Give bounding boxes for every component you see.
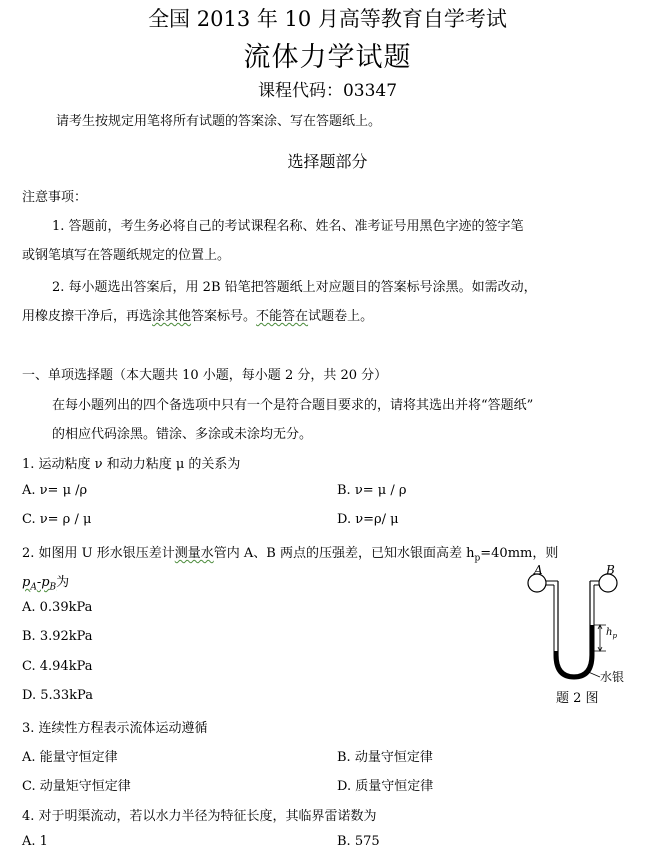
- q2-stem-c: 管内 A、B 两点的压强差，已知水银面高差 h: [213, 546, 475, 561]
- q2-stem-2: [22, 571, 69, 593]
- note-2-text-d: 不能答在: [256, 309, 309, 324]
- q2-p-b: -p: [36, 575, 50, 590]
- course-code: 课程代码：03347: [257, 81, 398, 101]
- note-2-text-a: 用橡皮擦干净后，再选: [22, 309, 153, 324]
- q3-option-a: A. 能量守恒定律: [22, 750, 118, 765]
- q1-option-a: A. ν= μ /ρ: [22, 483, 88, 498]
- note-2-text-c: 答案标号。: [191, 309, 257, 324]
- part1-heading: 一、单项选择题（本大题共 10 小题，每小题 2 分，共 20 分）: [22, 368, 388, 383]
- part1-desc-line-1: 在每小题列出的四个备选项中只有一个是符合题目要求的，请将其选出并将“答题纸”: [52, 398, 534, 413]
- q3-option-d: D. 质量守恒定律: [337, 779, 434, 794]
- q1-option-c: C. ν= ρ / μ: [22, 512, 92, 527]
- q2-stem-a: 2. 如图用 U 形水银压差计: [22, 546, 175, 561]
- notes-heading: 注意事项：: [22, 190, 88, 205]
- part1-desc-line-2: 的相应代码涂黑。错涂、多涂或未涂均无分。: [52, 427, 313, 442]
- figure-hp-h: h: [606, 627, 613, 638]
- q3-stem: 3. 连续性方程表示流体运动遵循: [22, 721, 208, 736]
- note-2-text-b: 涂其他: [152, 309, 192, 324]
- note-1-line-2: 或钢笔填写在答题纸规定的位置上。: [22, 248, 231, 263]
- q2-stem-b: 测量水: [174, 546, 214, 561]
- q1-option-d: D. ν=ρ/ μ: [337, 512, 399, 527]
- q4-option-a: A. 1: [22, 834, 48, 849]
- exam-title: 全国 2013 年 10 月高等教育自学考试: [148, 7, 507, 31]
- q2-pa: [22, 575, 57, 593]
- q4-stem: 4. 对于明渠流动，若以水力半径为特征长度，其临界雷诺数为: [22, 809, 377, 824]
- tube-a-top: [546, 581, 558, 585]
- q3-option-c: C. 动量矩守恒定律: [22, 779, 131, 794]
- q2-option-a: A. 0.39kPa: [22, 600, 93, 615]
- u-tube-inner: [554, 585, 594, 679]
- q2-option-d: D. 5.33kPa: [22, 688, 93, 703]
- note-2-line-1: 2. 每小题选出答案后，用 2B 铅笔把答题纸上对应题目的答案标号涂黑。如需改动，: [52, 280, 537, 295]
- tube-b-top: [590, 581, 599, 585]
- note-2-line-2: [22, 305, 373, 324]
- q2-stem-sub: p: [474, 553, 481, 564]
- note-2-text-e: 试题卷上。: [308, 309, 374, 324]
- figure-label-hp: [606, 627, 617, 640]
- q4-option-b: B. 575: [337, 834, 380, 849]
- q1-option-b: B. ν= μ / ρ: [337, 483, 407, 498]
- q2-sub-b: B: [49, 582, 57, 593]
- q2-option-c: C. 4.94kPa: [22, 659, 93, 674]
- u-tube-outer: [558, 581, 590, 675]
- q2-p-a: p: [22, 575, 31, 590]
- q2-stem-d: =40mm，则: [480, 546, 559, 561]
- q2-stem: [22, 542, 558, 564]
- mercury-fill: [554, 625, 594, 679]
- q3-option-b: B. 动量守恒定律: [337, 750, 433, 765]
- section-title: 选择题部分: [287, 152, 368, 171]
- figure-label-b: B: [606, 563, 615, 577]
- answer-instruction: 请考生按规定用笔将所有试题的答案涂、写在答题纸上。: [56, 114, 382, 129]
- q2-sub-a: A: [30, 582, 37, 593]
- note-1-line-1: 1. 答题前，考生务必将自己的考试课程名称、姓名、准考证号用黑色字迹的签字笔: [52, 219, 524, 234]
- figure-caption: 题 2 图: [556, 691, 599, 706]
- figure-label-a: A: [534, 563, 543, 577]
- figure-label-mercury: 水银: [600, 670, 625, 684]
- figure-hp-sub: p: [612, 632, 617, 640]
- subject-title: 流体力学试题: [243, 42, 412, 73]
- q1-stem: 1. 运动粘度 ν 和动力粘度 μ 的关系为: [22, 457, 241, 472]
- q2-stem-2-c: 为: [56, 575, 70, 590]
- q2-option-b: B. 3.92kPa: [22, 629, 93, 644]
